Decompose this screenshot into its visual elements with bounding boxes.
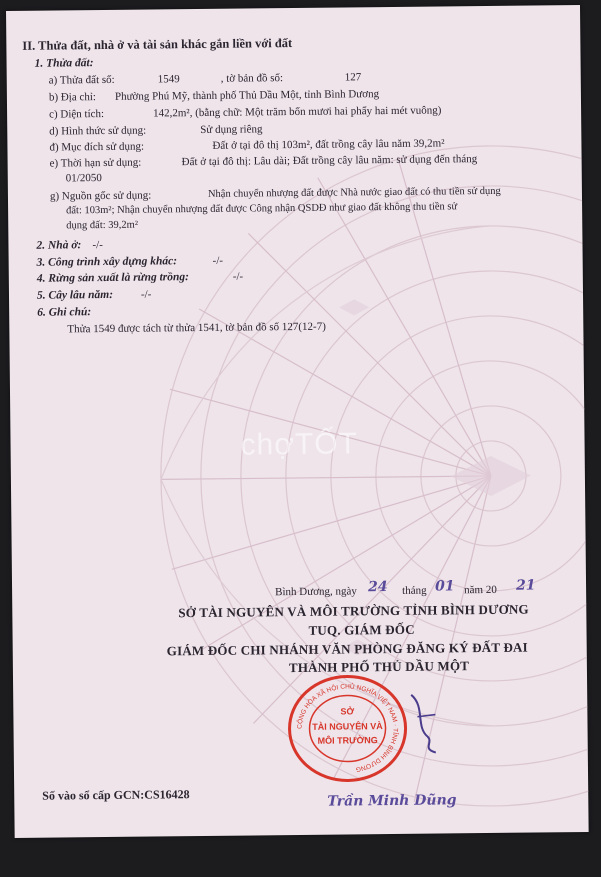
construction-value: -/- — [212, 254, 224, 267]
watermark: chợTỐT — [240, 427, 359, 462]
forest-value: -/- — [232, 270, 244, 283]
certificate-number: Số vào sổ cấp GCN:CS16428 — [42, 787, 190, 803]
authority-line-4: THÀNH PHỐ THỦ DẦU MỘT — [288, 658, 470, 676]
parcel-number: 1549 — [157, 73, 180, 86]
notes-value: Thửa 1549 được tách từ thửa 1541, tờ bản đồ số 127(12-7) — [67, 320, 326, 336]
seal-center-3: MÔI TRƯỜNG — [317, 735, 378, 746]
perennial-heading: 5. Cây lâu năm: — [36, 288, 114, 302]
origin-label: g) Nguồn gốc sử dụng: — [49, 189, 152, 203]
date-month-label: tháng — [402, 584, 427, 597]
section-title: II. Thửa đất, nhà ở và tài sản khác gắn liền với đất — [22, 36, 293, 53]
address-value: Phường Phú Mỹ, thành phố Thủ Dầu Một, tỉnh Bình Dương — [114, 88, 380, 103]
purpose-label: đ) Mục đích sử dụng: — [49, 140, 145, 154]
use-form-value: Sử dụng riêng — [200, 123, 263, 136]
area-value: 142,2m², (bằng chữ: Một trăm bốn mươi hai phẩy hai mét vuông) — [153, 104, 442, 120]
address-label: b) Địa chỉ: — [48, 91, 97, 104]
map-number: 127 — [344, 71, 362, 84]
date-day: 24 — [367, 579, 388, 596]
authority-line-2: TUQ. GIÁM ĐỐC — [308, 621, 415, 638]
use-form-label: d) Hình thức sử dụng: — [49, 124, 147, 138]
authority-line-3: GIÁM ĐỐC CHI NHÁNH VĂN PHÒNG ĐĂNG KÝ ĐẤT ĐAI — [166, 639, 528, 659]
origin-line-1: Nhận chuyển nhượng đất được Nhà nước giao đất có thu tiền sử dụng — [207, 185, 501, 200]
official-seal-icon — [281, 669, 414, 788]
term-line-2: 01/2050 — [65, 172, 102, 185]
authority-line-1: SỞ TÀI NGUYÊN VÀ MÔI TRƯỜNG TỈNH BÌNH DƯƠNG — [178, 601, 529, 621]
date-year: 21 — [515, 577, 536, 594]
origin-line-2: đất: 103m²; Nhận chuyển nhượng đất được Công nhận QSDĐ như giao đất không thu tiền sử — [66, 201, 458, 217]
seal-center-1: SỞ — [340, 706, 355, 717]
perennial-value: -/- — [140, 288, 152, 301]
term-label: e) Thời hạn sử dụng: — [49, 156, 142, 170]
land-heading: 1. Thửa đất: — [34, 57, 94, 70]
date-month: 01 — [434, 578, 455, 595]
date-place: Bình Dương, ngày — [275, 585, 357, 599]
forest-heading: 4. Rừng sản xuất là rừng trồng: — [36, 271, 190, 285]
term-line-1: Đất ở tại đô thị: Lâu dài; Đất trồng cây lâu năm: sử dụng đến tháng — [181, 153, 478, 169]
area-label: c) Diện tích: — [49, 107, 105, 121]
house-heading: 2. Nhà ở: — [36, 239, 82, 252]
house-value: -/- — [92, 239, 103, 252]
construction-heading: 3. Công trình xây dựng khác: — [36, 255, 178, 269]
signer-name: Trần Minh Dũng — [327, 792, 457, 810]
parcel-label: a) Thửa đất số: — [48, 73, 115, 87]
date-year-label: năm 20 — [464, 583, 497, 597]
notes-heading: 6. Ghi chú: — [37, 306, 92, 319]
origin-line-3: dụng đất: 39,2m² — [66, 219, 139, 232]
seal-ring-text: CỘNG HÒA XÃ HỘI CHỦ NGHĨA VIỆT NAM · TỈNH BÌNH DƯƠNG — [296, 683, 399, 773]
signature-scribble-icon — [405, 686, 446, 756]
map-label: , tờ bản đồ số: — [220, 72, 284, 85]
purpose-value: Đất ở tại đô thị 103m², đất trồng cây lâu năm 39,2m² — [212, 137, 445, 152]
seal-center-2: TÀI NGUYÊN VÀ — [312, 721, 383, 732]
certificate-page — [6, 5, 589, 838]
